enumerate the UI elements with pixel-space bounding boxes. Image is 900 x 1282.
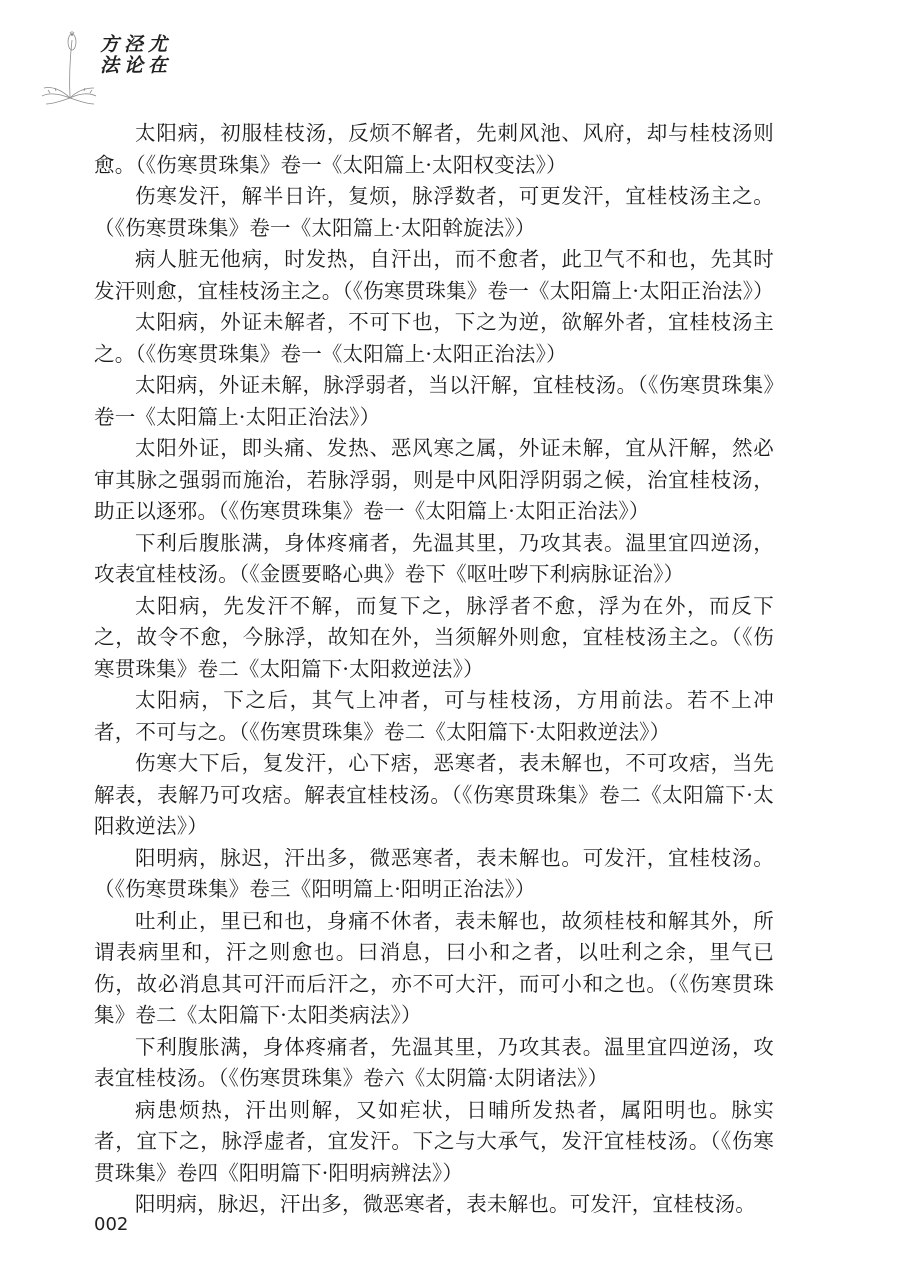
paragraph: 下利腹胀满，身体疼痛者，先温其里，乃攻其表。温里宜四逆汤，攻表宜桂枝汤。（《伤寒贯珠集》卷六《太阴篇·太阴诸法》）: [94, 1034, 774, 1090]
title-column: 泾论: [121, 34, 143, 76]
book-title: [98, 34, 166, 76]
paragraph: 太阳外证，即头痛、发热、恶风寒之属，外证未解，宜从汗解，然必审其脉之强弱而施治，若脉浮弱，则是中风阳浮阴弱之候，治宜桂枝汤，助正以逐邪。（《伤寒贯珠集》卷一《太阳篇上·太阳正治法》）: [94, 436, 774, 523]
paragraph: 伤寒大下后，复发汗，心下痞，恶寒者，表未解也，不可攻痞，当先解表，表解乃可攻痞。解表宜桂枝汤。（《伤寒贯珠集》卷二《太阳篇下·太阳救逆法》）: [94, 751, 774, 838]
paragraph: 太阳病，下之后，其气上冲者，可与桂枝汤，方用前法。若不上冲者，不可与之。（《伤寒贯珠集》卷二《太阳篇下·太阳救逆法》）: [94, 688, 774, 744]
paragraph: 病患烦热，汗出则解，又如疟状，日晡所发热者，属阳明也。脉实者，宜下之，脉浮虚者，宜发汗。下之与大承气，发汗宜桂枝汤。（《伤寒贯珠集》卷四《阳明篇下·阳明病辨法》）: [94, 1097, 774, 1185]
header-logo: [40, 28, 167, 108]
paragraph: 下利后腹胀满，身体疼痛者，先温其里，乃攻其表。温里宜四逆汤，攻表宜桂枝汤。（《金匮要略心典》卷下《呕吐哕下利病脉证治》）: [94, 530, 774, 586]
dandelion-plant-icon: [40, 28, 100, 108]
paragraph: 病人脏无他病，时发热，自汗出，而不愈者，此卫气不和也，先其时发汗则愈，宜桂枝汤主之。（《伤寒贯珠集》卷一《太阳篇上·太阳正治法》）: [94, 247, 774, 303]
main-text: [94, 118, 774, 1221]
page-number: 002: [94, 1214, 129, 1235]
title-column: 方法: [97, 34, 119, 76]
paragraph: 太阳病，初服桂枝汤，反烦不解者，先刺风池、风府，却与桂枝汤则愈。（《伤寒贯珠集》卷一《太阳篇上·太阳权变法》）: [94, 121, 774, 177]
paragraph: 阳明病，脉迟，汗出多，微恶寒者，表未解也。可发汗，宜桂枝汤。: [135, 1192, 756, 1216]
paragraph: 太阳病，先发汗不解，而复下之，脉浮者不愈，浮为在外，而反下之，故令不愈，今脉浮，故知在外，当须解外则愈，宜桂枝汤主之。（《伤寒贯珠集》卷二《太阳篇下·太阳救逆法》）: [94, 593, 774, 681]
paragraph: 太阳病，外证未解，脉浮弱者，当以汗解，宜桂枝汤。（《伤寒贯珠集》卷一《太阳篇上·太阳正治法》）: [94, 373, 774, 429]
paragraph: 伤寒发汗，解半日许，复烦，脉浮数者，可更发汗，宜桂枝汤主之。（《伤寒贯珠集》卷一《太阳篇上·太阳斡旋法》）: [94, 184, 774, 240]
title-column: 尤在: [145, 34, 167, 76]
paragraph: 吐利止，里已和也，身痛不休者，表未解也，故须桂枝和解其外，所谓表病里和，汗之则愈也。曰消息，曰小和之者，以吐利之余，里气已伤，故必消息其可汗而后汗之，亦不可大汗，而可小和之也。（《伤寒贯珠集》卷二《太阳篇下·太阳类病法》）: [94, 908, 774, 1027]
paragraph: 太阳病，外证未解者，不可下也，下之为逆，欲解外者，宜桂枝汤主之。（《伤寒贯珠集》卷一《太阳篇上·太阳正治法》）: [94, 310, 774, 366]
paragraph: 阳明病，脉迟，汗出多，微恶寒者，表未解也。可发汗，宜桂枝汤。（《伤寒贯珠集》卷三《阳明篇上·阳明正治法》）: [94, 845, 774, 901]
